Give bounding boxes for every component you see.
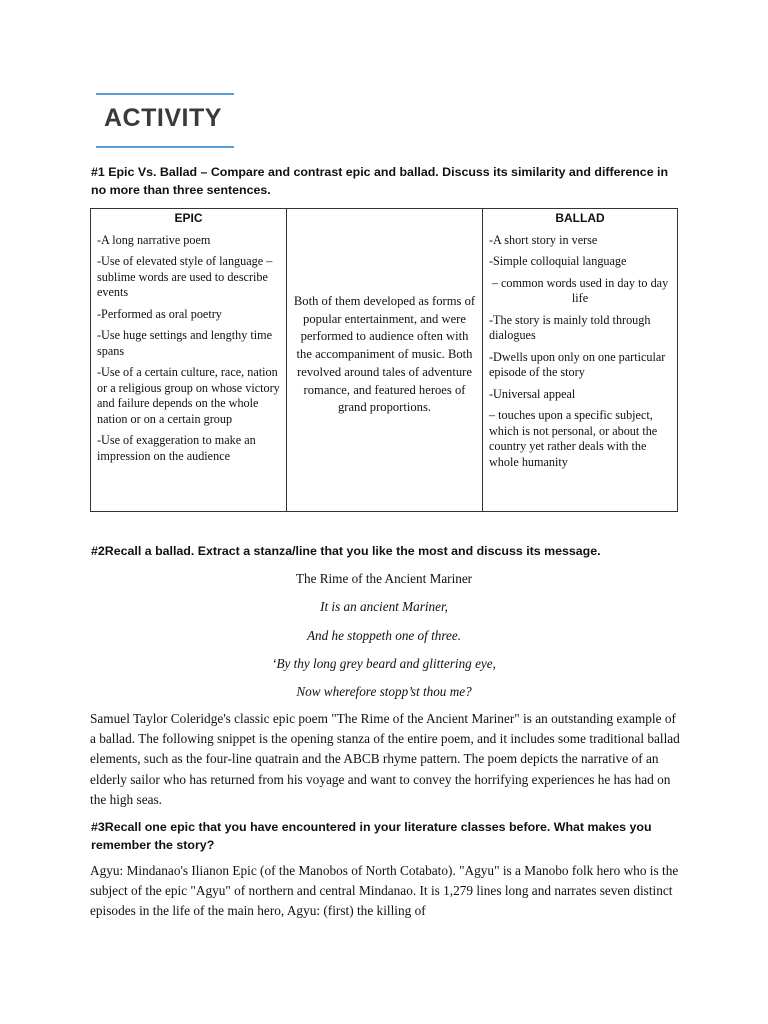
answer-2-paragraph: Samuel Taylor Coleridge's classic epic poem "The Rime of the Ancient Mariner" is an outstanding example of a ballad. The following snippet is the opening stanza of the entire poem, and it includes some traditional ballad elements, such as the four-line quatrain and the ABCB rhyme pattern. The poem depicts the narrative of an elderly sailor who has returned from his voyage and want to convey the horrifying experiences he has had on the high seas. xyxy=(90,711,680,807)
ballad-item: – common words used in day to day life xyxy=(491,275,669,305)
poem-line: And he stoppeth one of three. xyxy=(306,628,462,643)
activity-title: ACTIVITY xyxy=(104,104,222,132)
epic-heading: EPIC xyxy=(174,211,203,225)
ballad-item: -Simple colloquial language xyxy=(489,254,627,268)
epic-item: -Use of elevated style of language – sublime words are used to describe events xyxy=(97,254,273,299)
title-rule-bottom xyxy=(96,146,234,148)
similarity-text: Both of them developed as forms of popular entertainment, and were performed to audience often with the accompaniment of music. Both revolved around tales of adventure romance, and featured heroes of grand proportions. xyxy=(293,293,476,415)
title-rule-top xyxy=(96,93,234,95)
answer-3-paragraph: Agyu: Mindanao's Ilianon Epic (of the Manobos of North Cotabato). "Agyu" is a Manobo folk hero who is the subject of the epic "Agyu" of northern and central Mindanao. It is 1,279 lines long and narrates seven distinct episodes in the life of the main hero, Agyu: (first) the killing of xyxy=(90,863,679,919)
comparison-table xyxy=(90,208,678,512)
epic-item: -A long narrative poem xyxy=(97,232,211,247)
ballad-item: – touches upon a specific subject, which is not personal, or about the country yet rather deals with the whole humanity xyxy=(489,408,658,469)
similarity-column xyxy=(287,209,483,511)
question-1: #1 Epic Vs. Ballad – Compare and contrast epic and ballad. Discuss its similarity and difference in no more than three sentences. xyxy=(91,165,669,197)
poem-title: The Rime of the Ancient Mariner xyxy=(295,571,473,586)
ballad-heading: BALLAD xyxy=(555,211,605,225)
epic-item: -Performed as oral poetry xyxy=(97,306,222,321)
ballad-item: -A short story in verse xyxy=(489,232,598,247)
ballad-item: -Dwells upon only on one particular episode of the story xyxy=(489,349,666,379)
question-2: #2Recall a ballad. Extract a stanza/line that you like the most and discuss its message. xyxy=(91,544,601,558)
poem-line: ‘By thy long grey beard and glittering eye, xyxy=(272,656,496,671)
poem-line: It is an ancient Mariner, xyxy=(320,599,448,614)
ballad-item: -The story is mainly told through dialogues xyxy=(489,312,651,342)
epic-column xyxy=(91,209,287,511)
ballad-item: -Universal appeal xyxy=(489,386,576,401)
epic-item: -Use of exaggeration to make an impression on the audience xyxy=(97,433,256,463)
epic-item: -Use of a certain culture, race, nation or a religious group on whose victory and failure depends on the whole nation or on a certain group xyxy=(97,365,280,426)
question-3: #3Recall one epic that you have encountered in your literature classes before. What makes you remember the story? xyxy=(91,820,652,852)
ballad-column xyxy=(483,209,677,511)
poem-line: Now wherefore stopp’st thou me? xyxy=(296,684,472,699)
epic-item: -Use huge settings and lengthy time spans xyxy=(97,328,272,358)
